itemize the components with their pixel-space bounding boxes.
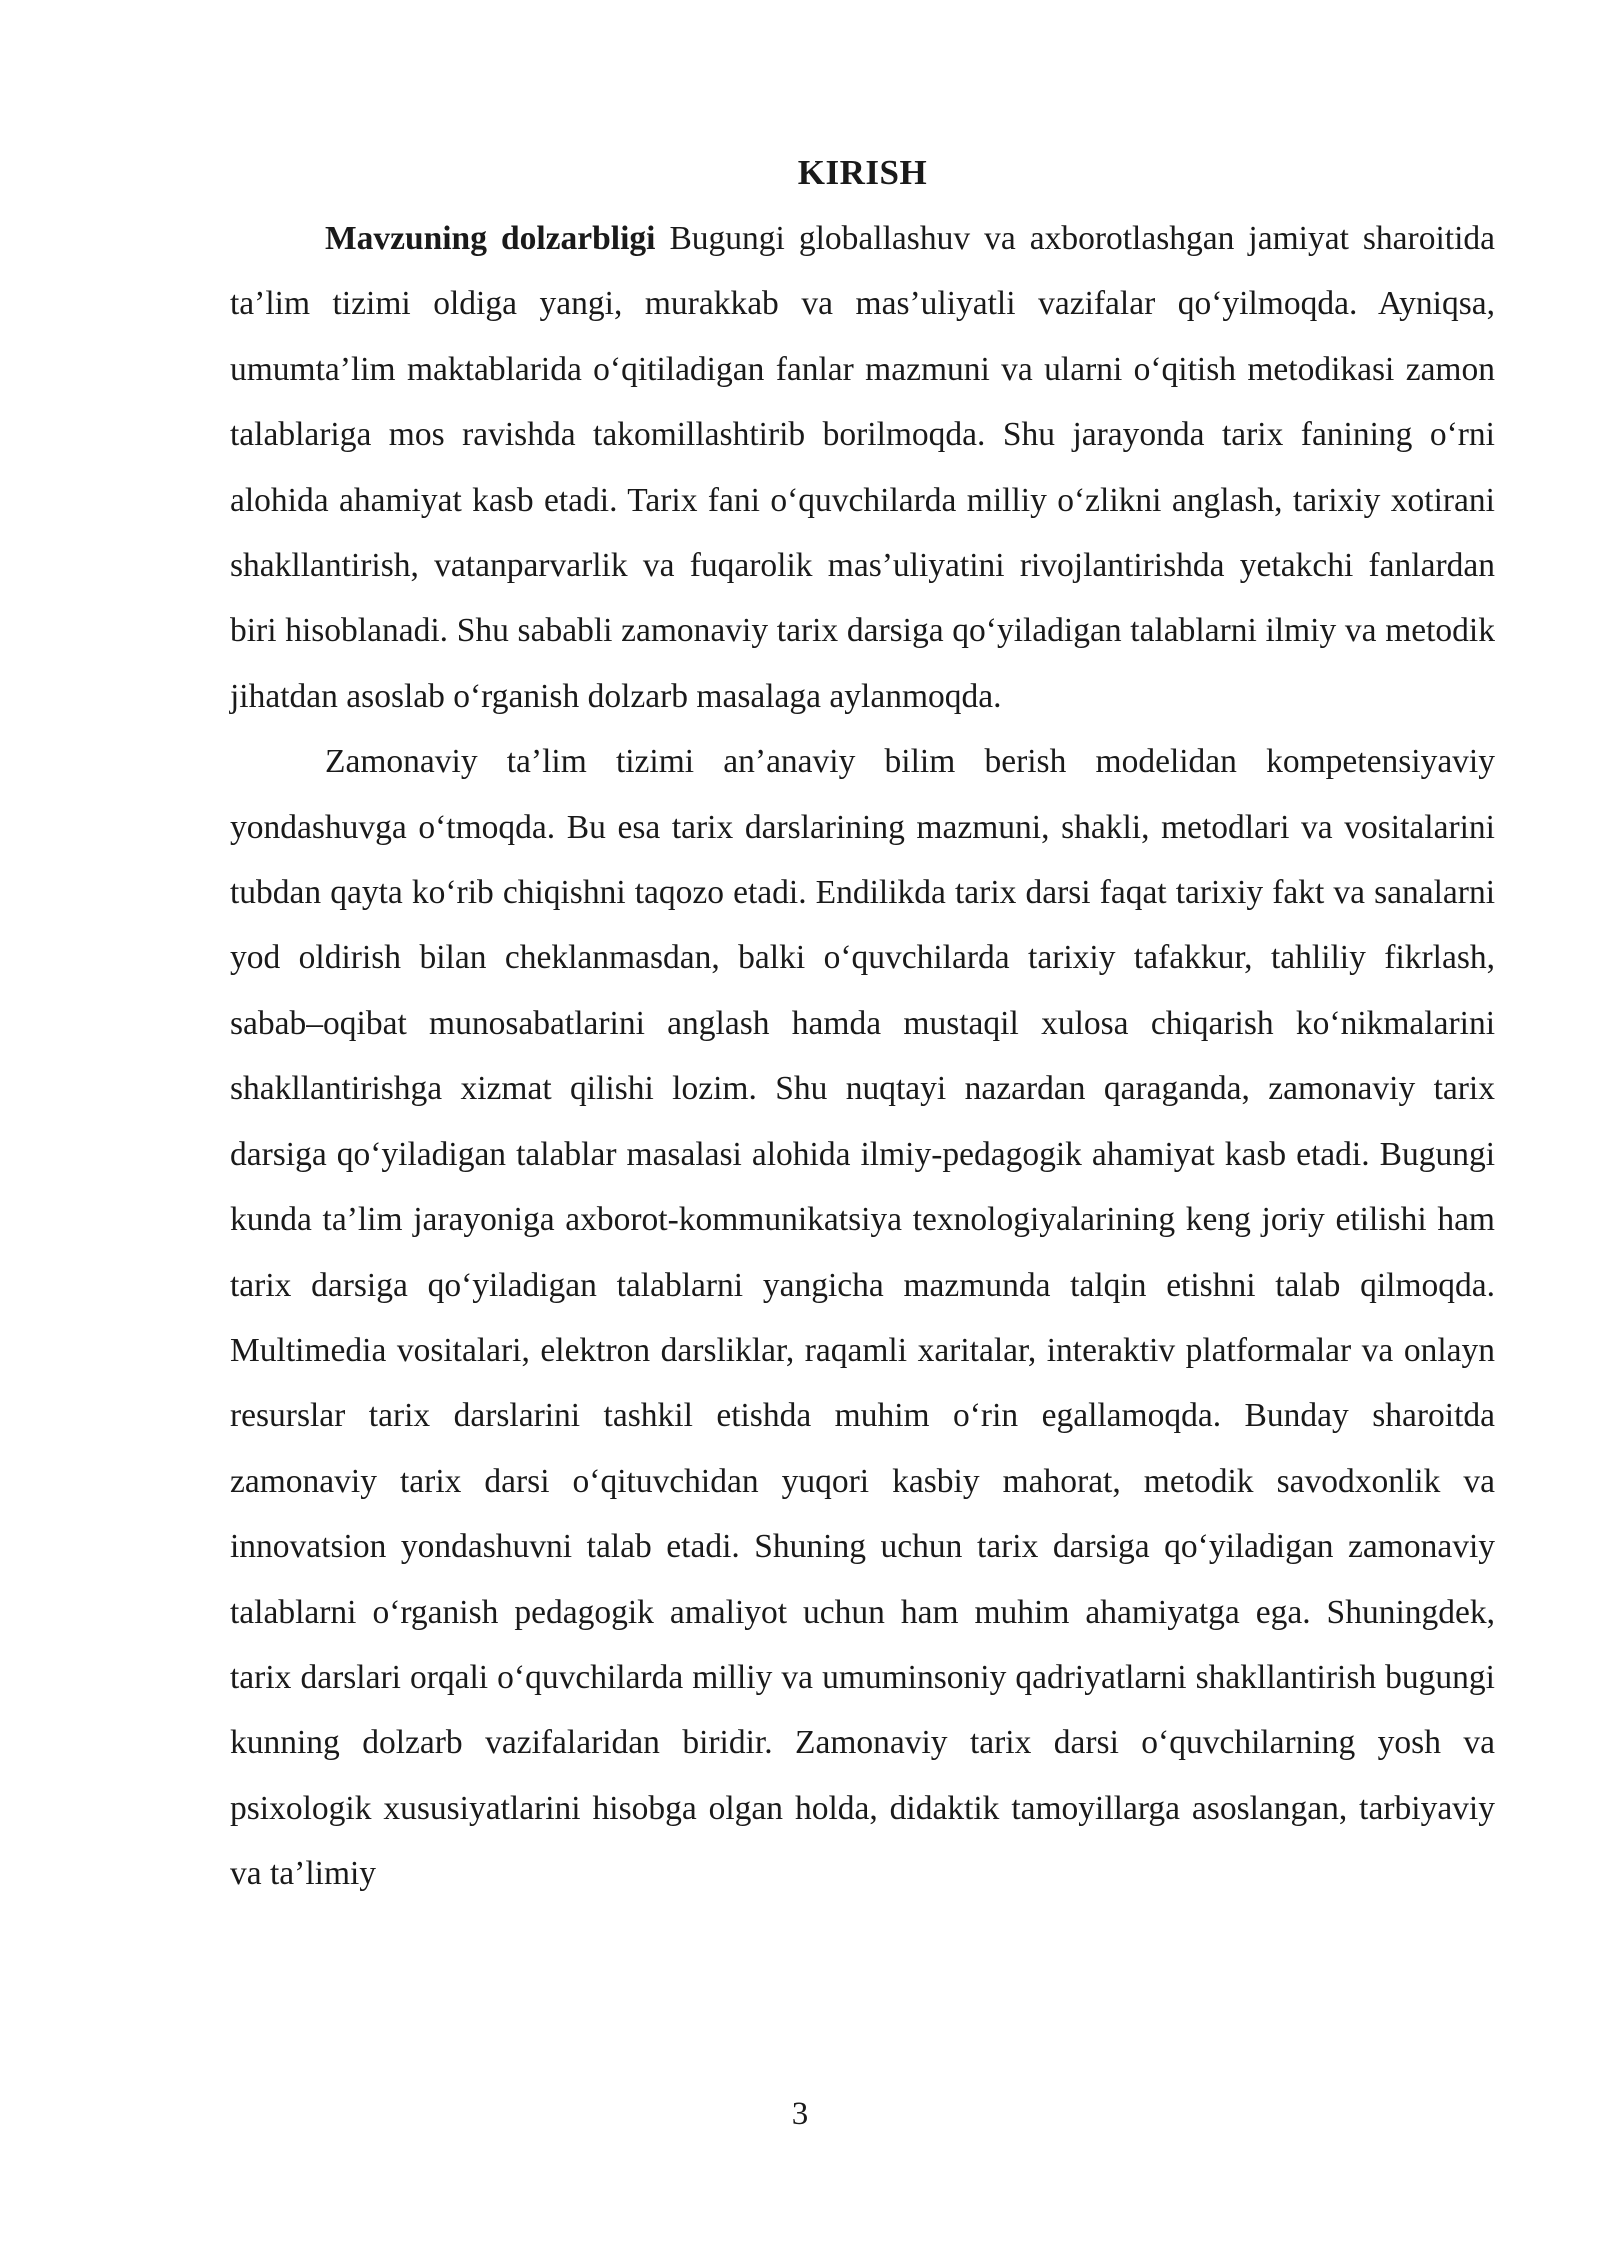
document-page	[230, 148, 1495, 1907]
paragraph-modern-education	[230, 729, 1495, 1906]
paragraph-body: Zamonaviy ta’lim tizimi an’anaviy bilim berish modelidan kompetensiyaviy yondashuvga o‘tmoqda. Bu esa tarix darslarining mazmuni, shakli, metodlari va vositalarini tubdan qayta ko‘rib chiqishni taqozo etadi. Endilikda tarix darsi faqat tarixiy fakt va sanalarni yod oldirish bilan cheklanmasdan, balki o‘quvchilarda tarixiy tafakkur, tahliliy fikrlash, sabab–oqibat munosabatlarini anglash hamda mustaqil xulosa chiqarish ko‘nikmalarini shakllantirishga xizmat qilishi lozim. Shu nuqtayi nazardan qaraganda, zamonaviy tarix darsiga qo‘yiladigan talablar masalasi alohida ilmiy-pedagogik ahamiyat kasb etadi. Bugungi kunda ta’lim jarayoniga axborot-kommunikatsiya texnologiyalarining keng joriy etilishi ham tarix darsiga qo‘yiladigan talablarni yangicha mazmunda talqin etishni talab qilmoqda. Multimedia vositalari, elektron darsliklar, raqamli xaritalar, interaktiv platformalar va onlayn resurslar tarix darslarini tashkil etishda muhim o‘rin egallamoqda. Bunday sharoitda zamonaviy tarix darsi o‘qituvchidan yuqori kasbiy mahorat, metodik savodxonlik va innovatsion yondashuvni talab etadi. Shuning uchun tarix darsiga qo‘yiladigan zamonaviy talablarni o‘rganish pedagogik amaliyot uchun ham muhim ahamiyatga ega. Shuningdek, tarix darslari orqali o‘quvchilarda milliy va umuminsoniy qadriyatlarni shakllantirish bugungi kunning dolzarb vazifalaridan biridir. Zamonaviy tarix darsi o‘quvchilarning yosh va psixologik xususiyatlarini hisobga olgan holda, didaktik tamoyillarga asoslangan, tarbiyaviy va ta’limiy	[230, 743, 1495, 1893]
paragraph-relevance	[230, 206, 1495, 729]
page-number: 3	[791, 2096, 809, 2132]
section-heading: KIRISH	[797, 153, 928, 192]
paragraph-lead: Mavzuning dolzarbligi	[325, 220, 656, 257]
paragraph-body: Bugungi globallashuv va axborotlashgan jamiyat sharoitida ta’lim tizimi oldiga yangi, murakkab va mas’uliyatli vazifalar qo‘yilmoqda. Ayniqsa, umumta’lim maktablarida o‘qitiladigan fanlar mazmuni va ularni o‘qitish metodikasi zamon talablariga mos ravishda takomillashtirib borilmoqda. Shu jarayonda tarix fanining o‘rni alohida ahamiyat kasb etadi. Tarix fani o‘quvchilarda milliy o‘zlikni anglash, tarixiy xotirani shakllantirish, vatanparvarlik va fuqarolik mas’uliyatini rivojlantirishda yetakchi fanlardan biri hisoblanadi. Shu sababli zamonaviy tarix darsiga qo‘yiladigan talablarni ilmiy va metodik jihatdan asoslab o‘rganish dolzarb masalaga aylanmoqda.	[230, 220, 1495, 715]
